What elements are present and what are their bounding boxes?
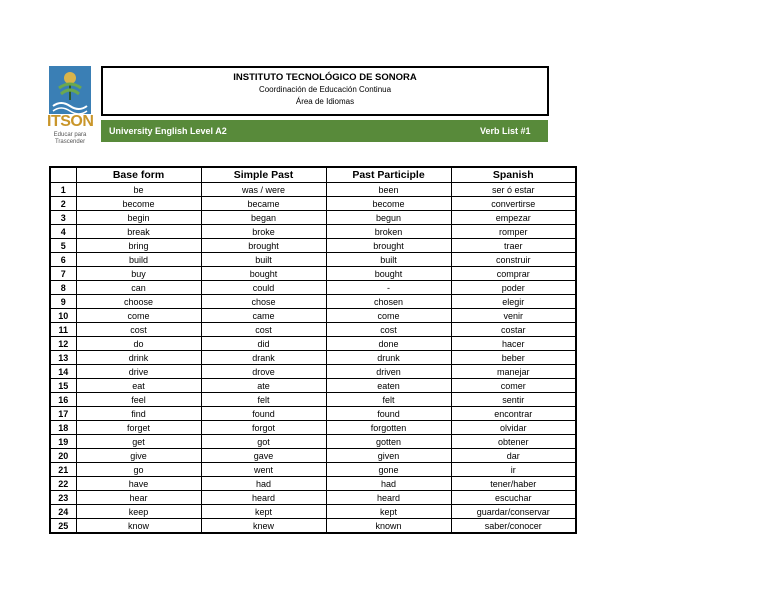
verb-table-header	[50, 167, 576, 183]
row-number: 11	[50, 323, 76, 337]
table-row	[50, 211, 576, 225]
base-form-cell: find	[76, 407, 201, 421]
simple-past-cell: knew	[201, 519, 326, 534]
header-base-form: Base form	[76, 167, 201, 183]
simple-past-cell: kept	[201, 505, 326, 519]
past-participle-cell: forgotten	[326, 421, 451, 435]
spanish-cell: guardar/conservar	[451, 505, 576, 519]
logo-tagline-line1: Educar para	[53, 132, 87, 138]
simple-past-cell: brought	[201, 239, 326, 253]
past-participle-cell: -	[326, 281, 451, 295]
header-spanish: Spanish	[451, 167, 576, 183]
row-number: 3	[50, 211, 76, 225]
row-number: 25	[50, 519, 76, 534]
spanish-cell: encontrar	[451, 407, 576, 421]
spanish-cell: saber/conocer	[451, 519, 576, 534]
table-row	[50, 225, 576, 239]
spanish-cell: venir	[451, 309, 576, 323]
past-participle-cell: gotten	[326, 435, 451, 449]
spanish-cell: convertirse	[451, 197, 576, 211]
simple-past-cell: chose	[201, 295, 326, 309]
base-form-cell: eat	[76, 379, 201, 393]
table-row	[50, 309, 576, 323]
table-row	[50, 253, 576, 267]
base-form-cell: know	[76, 519, 201, 534]
past-participle-cell: come	[326, 309, 451, 323]
spanish-cell: obtener	[451, 435, 576, 449]
table-row	[50, 519, 576, 534]
base-form-cell: choose	[76, 295, 201, 309]
row-number: 14	[50, 365, 76, 379]
row-number: 6	[50, 253, 76, 267]
spanish-cell: comer	[451, 379, 576, 393]
spanish-cell: poder	[451, 281, 576, 295]
past-participle-cell: heard	[326, 491, 451, 505]
row-number: 22	[50, 477, 76, 491]
verb-table	[49, 166, 577, 534]
past-participle-cell: given	[326, 449, 451, 463]
simple-past-cell: drank	[201, 351, 326, 365]
table-row	[50, 463, 576, 477]
base-form-cell: go	[76, 463, 201, 477]
simple-past-cell: had	[201, 477, 326, 491]
past-participle-cell: known	[326, 519, 451, 534]
header-number	[50, 167, 76, 183]
spanish-cell: costar	[451, 323, 576, 337]
simple-past-cell: was / were	[201, 183, 326, 197]
spanish-cell: manejar	[451, 365, 576, 379]
base-form-cell: have	[76, 477, 201, 491]
spanish-cell: hacer	[451, 337, 576, 351]
simple-past-cell: began	[201, 211, 326, 225]
spanish-cell: empezar	[451, 211, 576, 225]
spanish-cell: sentir	[451, 393, 576, 407]
simple-past-cell: drove	[201, 365, 326, 379]
row-number: 20	[50, 449, 76, 463]
table-row	[50, 281, 576, 295]
verb-list-label: Verb List #1	[480, 126, 531, 136]
table-row	[50, 379, 576, 393]
table-row	[50, 435, 576, 449]
base-form-cell: give	[76, 449, 201, 463]
past-participle-cell: had	[326, 477, 451, 491]
spanish-cell: tener/haber	[451, 477, 576, 491]
base-form-cell: hear	[76, 491, 201, 505]
base-form-cell: break	[76, 225, 201, 239]
row-number: 24	[50, 505, 76, 519]
spanish-cell: construir	[451, 253, 576, 267]
table-row	[50, 183, 576, 197]
row-number: 23	[50, 491, 76, 505]
spanish-cell: dar	[451, 449, 576, 463]
base-form-cell: begin	[76, 211, 201, 225]
past-participle-cell: driven	[326, 365, 451, 379]
spanish-cell: olvidar	[451, 421, 576, 435]
row-number: 12	[50, 337, 76, 351]
past-participle-cell: broken	[326, 225, 451, 239]
simple-past-cell: found	[201, 407, 326, 421]
table-row	[50, 365, 576, 379]
spanish-cell: comprar	[451, 267, 576, 281]
base-form-cell: get	[76, 435, 201, 449]
simple-past-cell: came	[201, 309, 326, 323]
course-bar	[101, 120, 548, 142]
base-form-cell: build	[76, 253, 201, 267]
base-form-cell: come	[76, 309, 201, 323]
past-participle-cell: brought	[326, 239, 451, 253]
header-past-participle: Past Participle	[326, 167, 451, 183]
simple-past-cell: got	[201, 435, 326, 449]
past-participle-cell: done	[326, 337, 451, 351]
past-participle-cell: gone	[326, 463, 451, 477]
row-number: 9	[50, 295, 76, 309]
table-row	[50, 505, 576, 519]
institution-subtitle: Coordinación de Educación Continua	[258, 85, 392, 94]
row-number: 2	[50, 197, 76, 211]
table-row	[50, 267, 576, 281]
simple-past-cell: could	[201, 281, 326, 295]
past-participle-cell: built	[326, 253, 451, 267]
spanish-cell: romper	[451, 225, 576, 239]
logo-tagline	[47, 132, 93, 146]
table-row	[50, 295, 576, 309]
simple-past-cell: forgot	[201, 421, 326, 435]
base-form-cell: keep	[76, 505, 201, 519]
simple-past-cell: gave	[201, 449, 326, 463]
row-number: 13	[50, 351, 76, 365]
verb-table-body	[50, 183, 576, 534]
table-row	[50, 351, 576, 365]
row-number: 15	[50, 379, 76, 393]
past-participle-cell: chosen	[326, 295, 451, 309]
simple-past-cell: ate	[201, 379, 326, 393]
itson-emblem-icon	[49, 66, 91, 114]
past-participle-cell: been	[326, 183, 451, 197]
simple-past-cell: broke	[201, 225, 326, 239]
row-number: 7	[50, 267, 76, 281]
table-row	[50, 393, 576, 407]
row-number: 21	[50, 463, 76, 477]
past-participle-cell: bought	[326, 267, 451, 281]
spanish-cell: ir	[451, 463, 576, 477]
simple-past-cell: went	[201, 463, 326, 477]
past-participle-cell: cost	[326, 323, 451, 337]
table-row	[50, 407, 576, 421]
row-number: 8	[50, 281, 76, 295]
past-participle-cell: felt	[326, 393, 451, 407]
simple-past-cell: cost	[201, 323, 326, 337]
row-number: 19	[50, 435, 76, 449]
simple-past-cell: did	[201, 337, 326, 351]
institution-header	[101, 66, 549, 116]
past-participle-cell: begun	[326, 211, 451, 225]
past-participle-cell: eaten	[326, 379, 451, 393]
table-row	[50, 323, 576, 337]
simple-past-cell: became	[201, 197, 326, 211]
base-form-cell: drive	[76, 365, 201, 379]
table-row	[50, 491, 576, 505]
simple-past-cell: bought	[201, 267, 326, 281]
past-participle-cell: found	[326, 407, 451, 421]
row-number: 4	[50, 225, 76, 239]
table-row	[50, 337, 576, 351]
course-name: University English Level A2	[109, 126, 227, 136]
spanish-cell: beber	[451, 351, 576, 365]
institution-title: INSTITUTO TECNOLÓGICO DE SONORA	[233, 72, 417, 83]
table-row	[50, 449, 576, 463]
past-participle-cell: kept	[326, 505, 451, 519]
institution-area: Área de Idiomas	[295, 97, 355, 106]
base-form-cell: feel	[76, 393, 201, 407]
base-form-cell: forget	[76, 421, 201, 435]
header-simple-past: Simple Past	[201, 167, 326, 183]
row-number: 5	[50, 239, 76, 253]
row-number: 17	[50, 407, 76, 421]
row-number: 10	[50, 309, 76, 323]
row-number: 16	[50, 393, 76, 407]
table-row	[50, 239, 576, 253]
table-row	[50, 477, 576, 491]
logo-tagline-line2: Trascender	[54, 139, 86, 145]
base-form-cell: bring	[76, 239, 201, 253]
base-form-cell: do	[76, 337, 201, 351]
row-number: 18	[50, 421, 76, 435]
simple-past-cell: felt	[201, 393, 326, 407]
spanish-cell: ser ó estar	[451, 183, 576, 197]
simple-past-cell: heard	[201, 491, 326, 505]
table-row	[50, 197, 576, 211]
itson-logo	[47, 66, 93, 146]
base-form-cell: cost	[76, 323, 201, 337]
spanish-cell: escuchar	[451, 491, 576, 505]
past-participle-cell: become	[326, 197, 451, 211]
past-participle-cell: drunk	[326, 351, 451, 365]
spanish-cell: elegir	[451, 295, 576, 309]
base-form-cell: become	[76, 197, 201, 211]
base-form-cell: buy	[76, 267, 201, 281]
table-row	[50, 421, 576, 435]
base-form-cell: be	[76, 183, 201, 197]
base-form-cell: can	[76, 281, 201, 295]
base-form-cell: drink	[76, 351, 201, 365]
row-number: 1	[50, 183, 76, 197]
logo-wordmark: ITSON	[47, 113, 94, 130]
simple-past-cell: built	[201, 253, 326, 267]
spanish-cell: traer	[451, 239, 576, 253]
